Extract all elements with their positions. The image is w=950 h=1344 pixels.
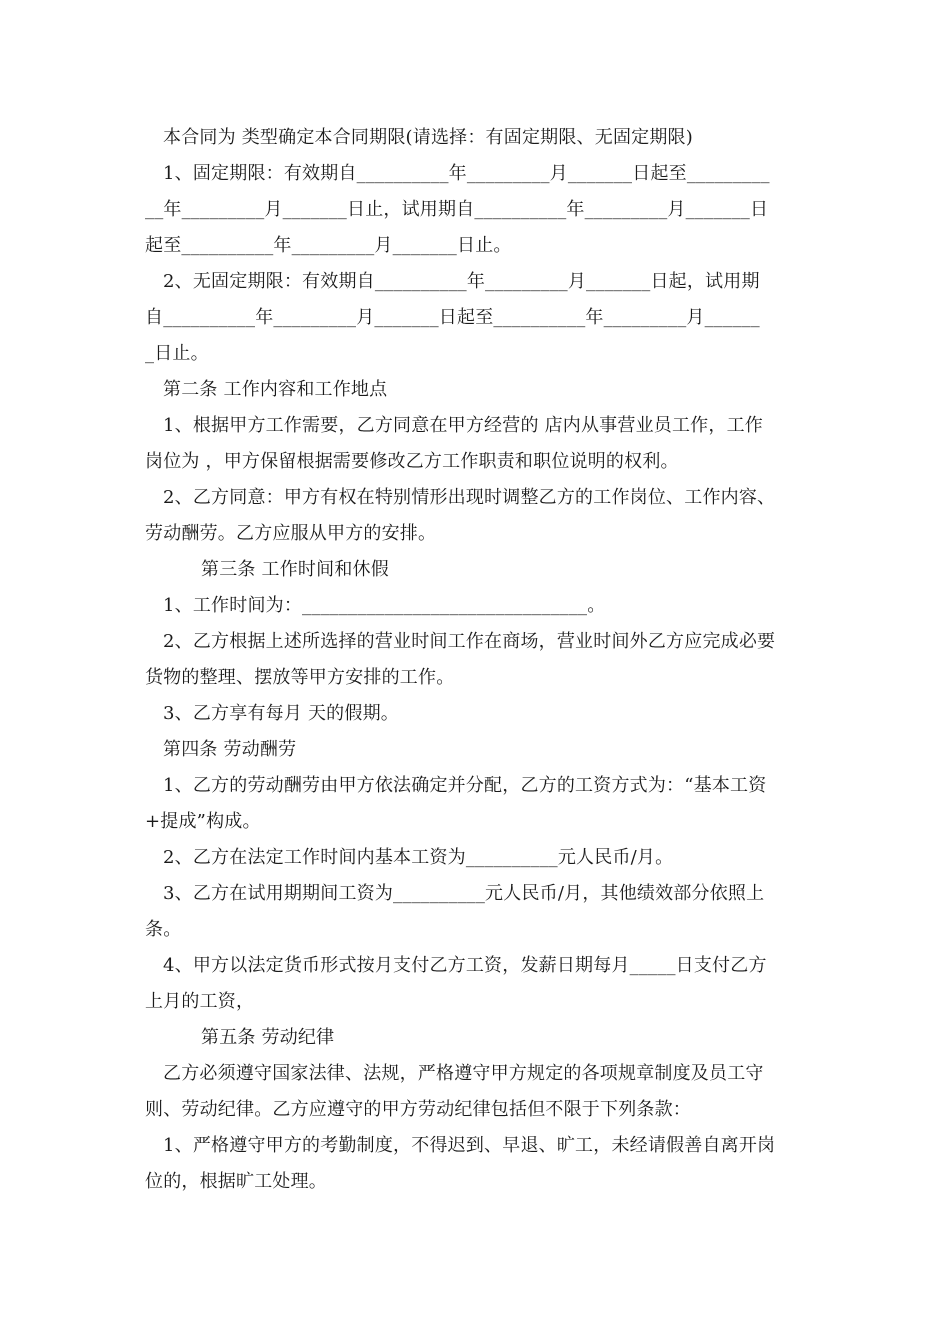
document-line: 起至__________年_________月_______日止。 [145, 235, 512, 256]
document-line: 货物的整理、摆放等甲方安排的工作。 [145, 667, 455, 688]
document-line: __年_________月_______日止，试用期自__________年_________月_______日 [145, 199, 769, 220]
document-line: 第三条 工作时间和休假 [201, 559, 389, 580]
document-line: 3、乙方享有每月 天的假期。 [163, 703, 399, 724]
document-line: 第四条 劳动酬劳 [163, 739, 297, 760]
document-line: 本合同为 类型确定本合同期限(请选择：有固定期限、无固定期限) [163, 127, 693, 148]
document-line: 2、无固定期限：有效期自__________年_________月_______日起，试用期 [163, 271, 760, 292]
document-line: 2、乙方同意：甲方有权在特别情形出现时调整乙方的工作岗位、工作内容、 [163, 487, 776, 508]
document-line: 条。 [145, 919, 182, 940]
document-line: 1、固定期限：有效期自__________年_________月_______日起至_________ [163, 163, 770, 184]
document-line: 第五条 劳动纪律 [201, 1027, 335, 1048]
document-line: +提成”构成。 [145, 811, 261, 832]
document-page [145, 120, 807, 1200]
document-line: 2、乙方根据上述所选择的营业时间工作在商场，营业时间外乙方应完成必要 [163, 631, 776, 652]
document-line: 劳动酬劳。乙方应服从甲方的安排。 [145, 523, 437, 544]
document-body [145, 120, 807, 1200]
document-line: 2、乙方在法定工作时间内基本工资为__________元人民币/月。 [163, 847, 674, 868]
document-line: 位的，根据旷工处理。 [145, 1171, 327, 1192]
document-line: 1、根据甲方工作需要，乙方同意在甲方经营的 店内从事营业员工作，工作 [163, 415, 763, 436]
document-line: 1、严格遵守甲方的考勤制度，不得迟到、早退、旷工，未经请假善自离开岗 [163, 1135, 776, 1156]
document-line: 1、乙方的劳动酬劳由甲方依法确定并分配，乙方的工资方式为：“基本工资 [163, 775, 767, 796]
document-line: 自__________年_________月_______日起至__________年_________月______ [145, 307, 760, 328]
document-line: 4、甲方以法定货币形式按月支付乙方工资，发薪日期每月_____日支付乙方 [163, 955, 767, 976]
document-line: 则、劳动纪律。乙方应遵守的甲方劳动纪律包括但不限于下列条款： [145, 1099, 691, 1120]
document-line: 岗位为 ，甲方保留根据需要修改乙方工作职责和职位说明的权利。 [145, 451, 679, 472]
document-line: 3、乙方在试用期期间工资为__________元人民币/月，其他绩效部分依照上 [163, 883, 765, 904]
document-line: 乙方必须遵守国家法律、法规，严格遵守甲方规定的各项规章制度及员工守 [163, 1063, 764, 1084]
document-line: 第二条 工作内容和工作地点 [163, 379, 388, 400]
document-line: _日止。 [145, 343, 209, 364]
document-line: 1、工作时间为：_______________________________。 [163, 595, 606, 616]
document-line: 上月的工资， [145, 991, 255, 1012]
